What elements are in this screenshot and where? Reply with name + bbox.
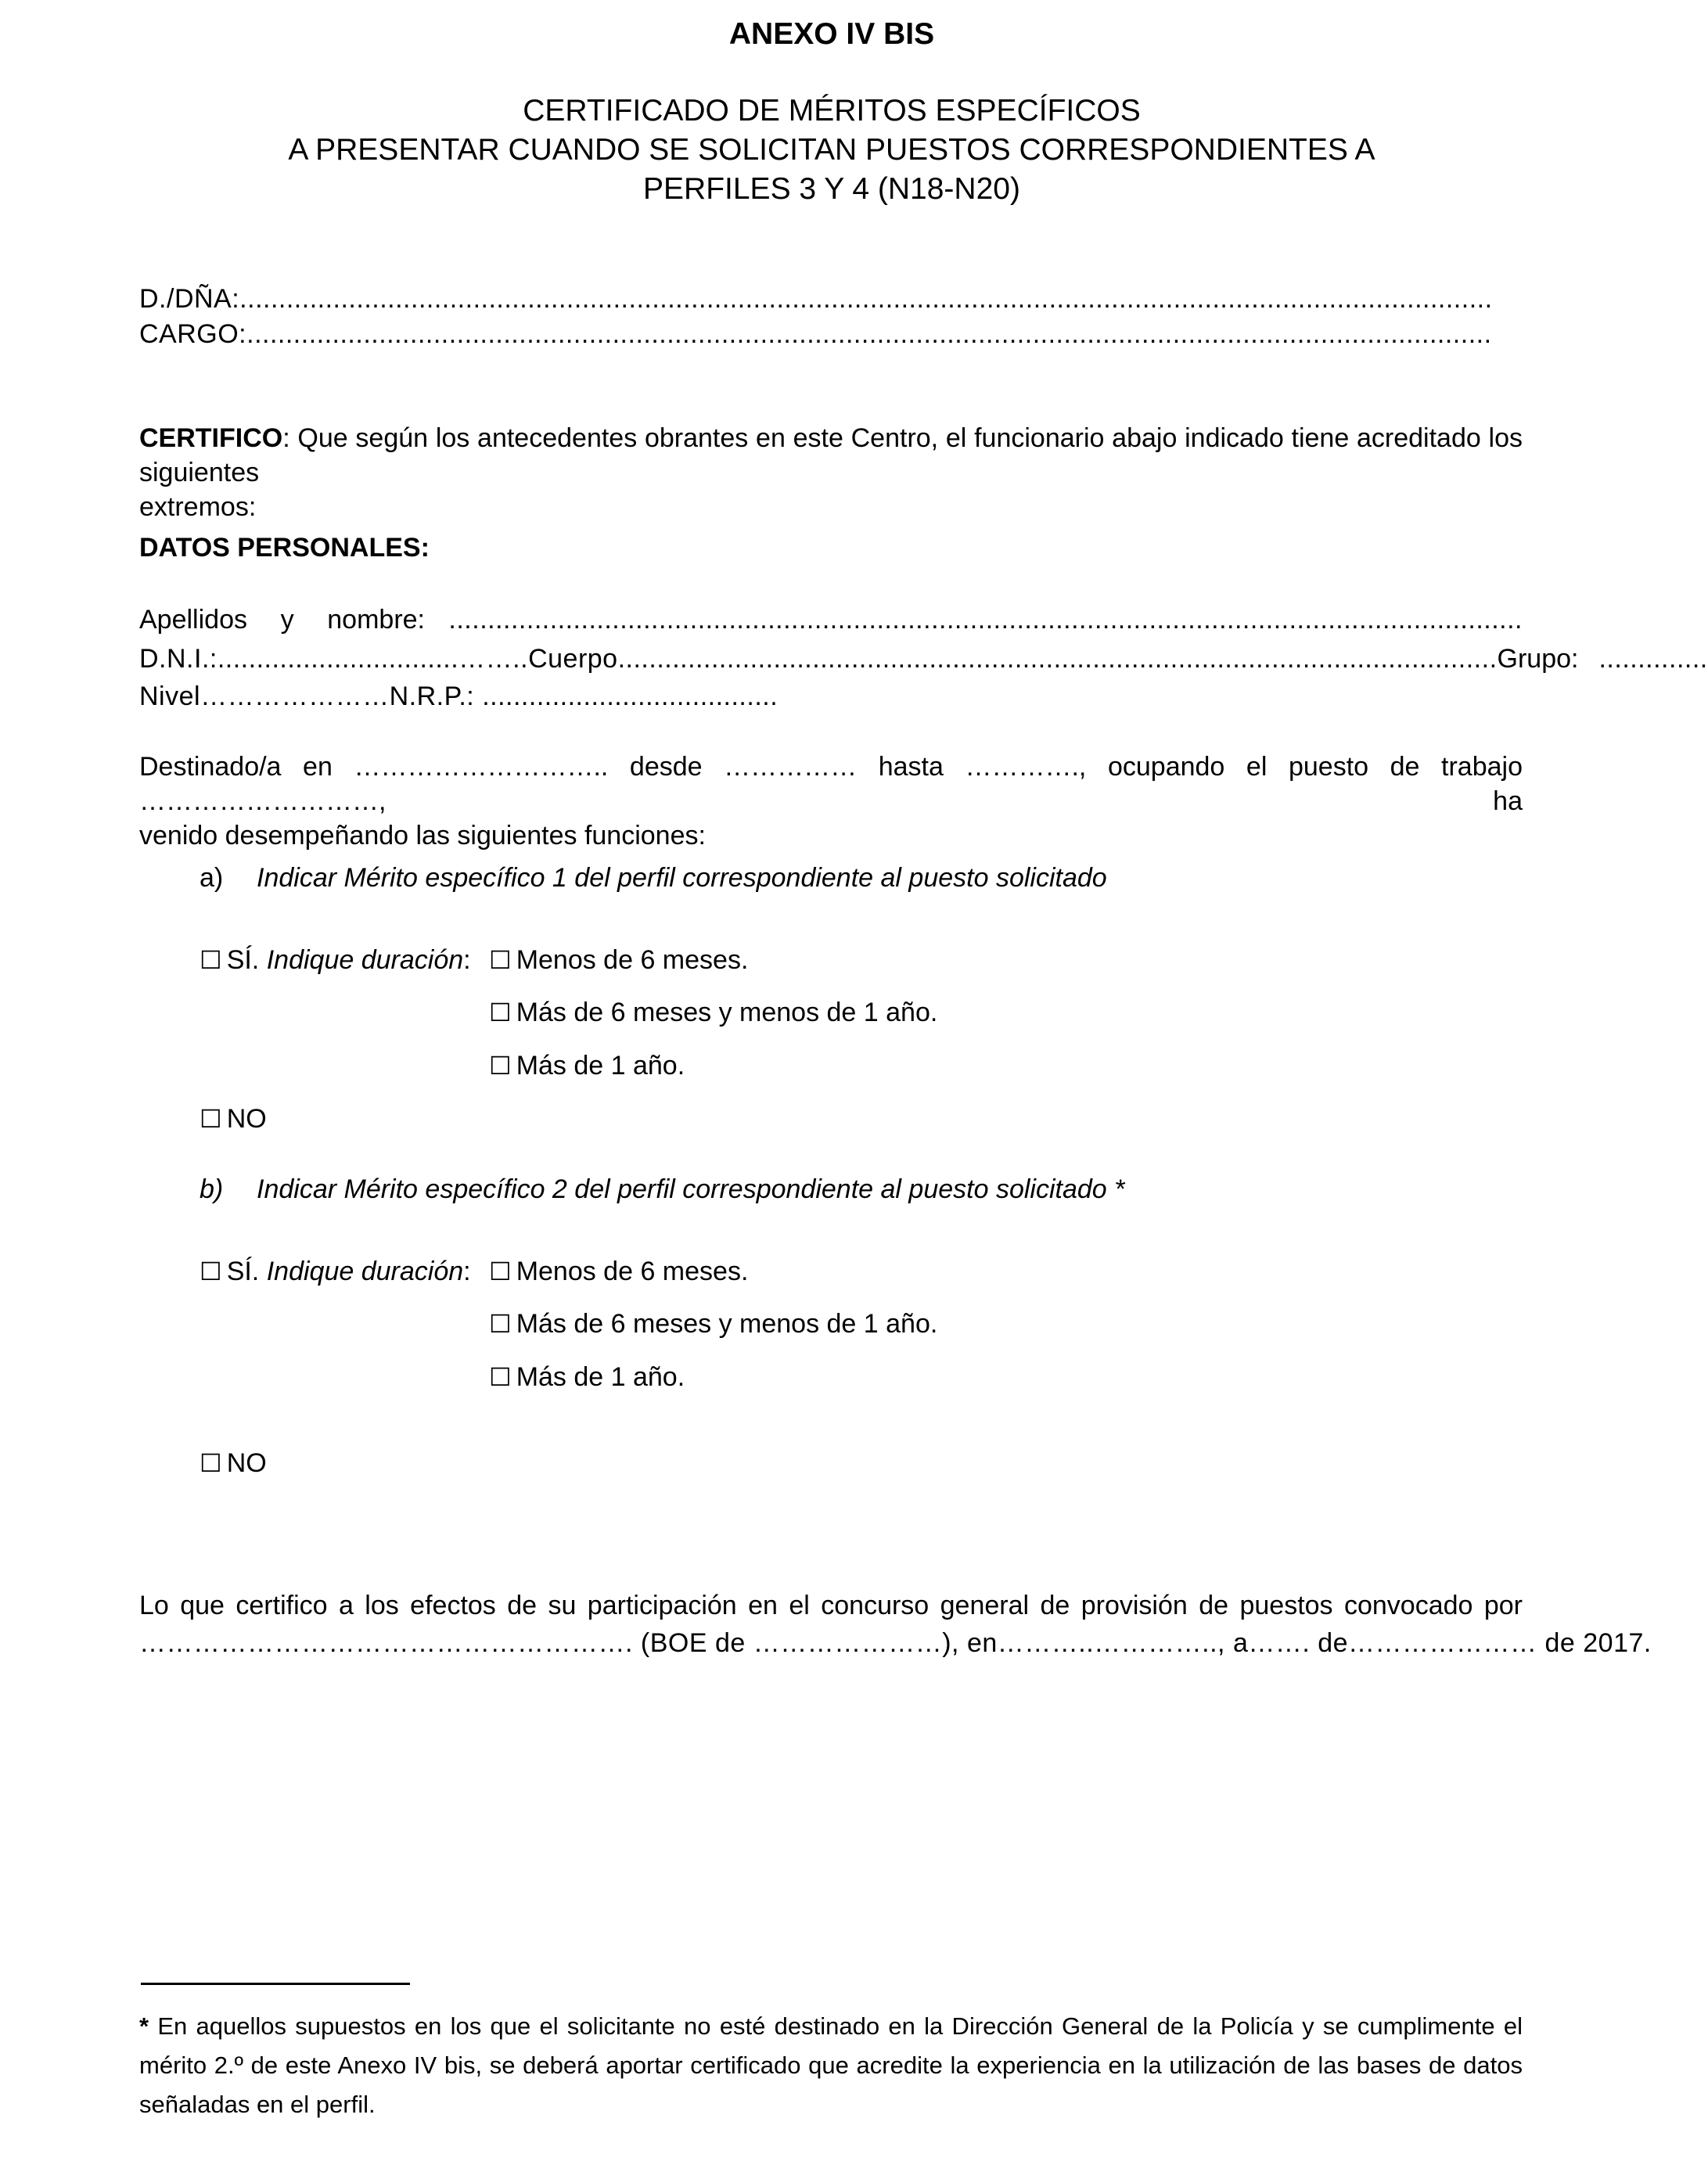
merit-b-yes-option[interactable] [200,1254,471,1289]
merit-a-option-3[interactable] [489,1048,685,1083]
duration-label: Indique duración [266,945,464,975]
document-title: ANEXO IV BIS [728,17,935,51]
destino-line-1: Destinado/a en ……………………….. desde …………… hasta …………., ocupando el puesto de trabajo ………………………, ha [139,752,1523,816]
no-label: NO [226,1104,267,1134]
merit-a-title: Indicar Mérito específico 1 del perfil correspondiente al puesto solicitado [257,863,1107,893]
merit-a-letter: a) [200,863,224,893]
checkbox-icon[interactable]: ☐ [200,1104,222,1134]
document-subtitle-line-3: PERFILES 3 Y 4 (N18-N20) [643,172,1020,206]
checkbox-icon[interactable]: ☐ [489,1257,512,1286]
merit-b-letter: b) [200,1174,224,1204]
apellidos-label-3: nombre: [327,605,425,635]
certifico-paragraph [139,421,1523,524]
duration-label: Indique duración [266,1257,464,1286]
option-label: Más de 6 meses y menos de 1 año. [516,1309,938,1339]
certifico-text: : Que según los antecedentes obrantes en este Centro, el funcionario abajo indicado tiene acreditado los siguientes [139,423,1523,487]
nivel-nrp-field: Nivel…………………N.R.P.: ...................................... [139,681,778,711]
option-label: Más de 1 año. [516,1362,685,1392]
option-label: Menos de 6 meses. [516,1257,749,1286]
duration-colon: : [463,1257,471,1286]
certifico-label: CERTIFICO [139,423,283,453]
option-label: Más de 6 meses y menos de 1 año. [516,998,938,1027]
cargo-field-line: CARGO:................................................................................................................................................................ [139,319,1492,349]
datos-personales-heading: DATOS PERSONALES: [139,533,430,563]
document-subtitle-line-1: CERTIFICADO DE MÉRITOS ESPECÍFICOS [523,94,1141,128]
checkbox-icon[interactable]: ☐ [489,945,512,975]
checkbox-icon[interactable]: ☐ [489,1309,512,1339]
certifico-text-cont: extremos: [139,492,257,522]
apellidos-row [139,602,1523,637]
merit-b-title: Indicar Mérito específico 2 del perfil correspondiente al puesto solicitado * [257,1174,1125,1204]
closing-paragraph [139,1588,1652,1660]
yes-label: SÍ. [226,1257,260,1286]
checkbox-icon[interactable]: ☐ [200,945,222,975]
footnote-marker: * [139,2012,149,2040]
option-label: Menos de 6 meses. [516,945,749,975]
merit-b-option-3[interactable] [489,1360,685,1394]
footnote-line-1: En aquellos supuestos en los que el solicitante no esté destinado en la Dirección General de la Policía y se cumplimente el [149,2012,1523,2040]
grupo-field-dots: .............. [1598,644,1708,674]
merit-a-yes-option[interactable] [200,943,471,977]
footnote-separator [141,1983,410,1985]
dni-row [139,642,1708,676]
merit-a-option-2[interactable] [489,995,937,1030]
grupo-label: Grupo: [1497,644,1579,674]
destino-paragraph [139,750,1523,853]
footnote-line-3: señaladas en el perfil. [139,2091,376,2118]
destino-line-2: venido desempeñando las siguientes funciones: [139,821,706,850]
checkbox-icon[interactable]: ☐ [200,1257,222,1286]
dni-field: D.N.I.:...............................…….. [139,644,529,674]
apellidos-field-dots: .......................................................................................................................................... [448,605,1523,635]
dna-field-line: D./DÑA:................................................................................................................................................................. [139,284,1493,314]
merit-b-no-option[interactable] [200,1446,267,1480]
merit-b-option-1[interactable] [489,1254,748,1289]
checkbox-icon[interactable]: ☐ [489,1362,512,1392]
document-subtitle-line-2: A PRESENTAR CUANDO SE SOLICITAN PUESTOS CORRESPONDIENTES A [288,133,1375,167]
duration-colon: : [463,945,471,975]
footnote-line-2: mérito 2.º de este Anexo IV bis, se deberá aportar certificado que acredite la experiencia en la utilización de las bases de datos [139,2052,1523,2079]
merit-a-no-option[interactable] [200,1102,267,1136]
merit-b-option-2[interactable] [489,1307,937,1341]
merit-a-option-1[interactable] [489,943,748,977]
closing-line-1: Lo que certifico a los efectos de su participación en el concurso general de provisión de puestos convocado por [139,1591,1523,1620]
checkbox-icon[interactable]: ☐ [489,998,512,1027]
option-label: Más de 1 año. [516,1051,685,1081]
cuerpo-field: Cuerpo................................................................................................................. [528,644,1498,674]
no-label: NO [226,1448,267,1478]
apellidos-label-1: Apellidos [139,605,247,635]
closing-line-2: ………………………………………………. (BOE de …………………), en………..………….., a……. de………………… de 2017. [139,1628,1652,1658]
checkbox-icon[interactable]: ☐ [200,1448,222,1478]
checkbox-icon[interactable]: ☐ [489,1051,512,1081]
apellidos-label-2: y [280,605,294,635]
footnote [139,2007,1523,2124]
yes-label: SÍ. [226,945,260,975]
